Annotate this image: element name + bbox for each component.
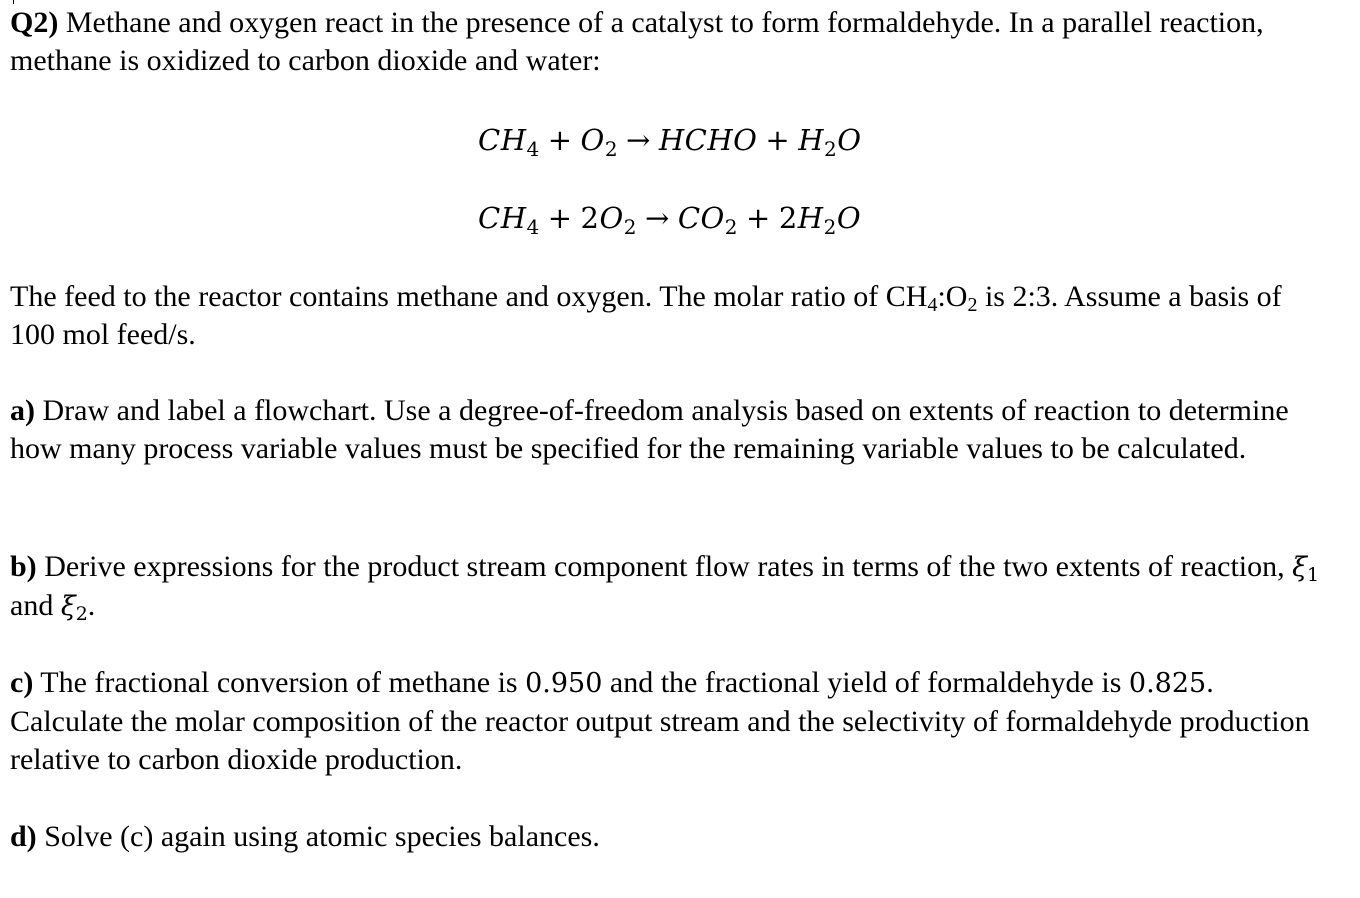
part-d-text: Solve (c) again using atomic species balances. (44, 820, 600, 853)
eq1-arrow: → (626, 123, 651, 157)
question-intro-text: Methane and oxygen react in the presence of a catalyst to form formaldehyde. In a parallel reaction, methane is oxidized to carbon dioxide and water: (10, 6, 1264, 77)
part-b-end: . (87, 589, 96, 622)
part-d-label: d) (10, 820, 37, 853)
eq1-product1: HCHO (658, 123, 758, 157)
eq2-reactant2-sub: 2 (623, 215, 637, 239)
eq2-product1: CO (677, 201, 725, 235)
eq1-product2: H (798, 123, 825, 157)
reaction-equation-2 (478, 198, 861, 238)
eq2-product2: H (797, 201, 824, 235)
part-c-text-1: The fractional conversion of methane is (40, 666, 518, 699)
reaction-equation-1 (478, 120, 862, 160)
part-b (10, 548, 1332, 626)
part-d (10, 818, 1332, 856)
feed-text-before: The feed to the reactor contains methane and oxygen. The molar ratio of CH (10, 280, 928, 313)
eq2-arrow: → (645, 201, 670, 235)
eq2-product2-tail: O (836, 201, 862, 235)
eq2-plus1: + (547, 201, 573, 235)
eq2-reactant1: CH (478, 201, 527, 235)
eq2-product2-coef: 2 (778, 201, 798, 235)
xi2-sub: 2 (75, 603, 88, 625)
feed-text-after: is 2:3. Assume a basis of 100 mol feed/s. (10, 280, 1282, 351)
methane-conversion-value: 0.950 (525, 668, 603, 699)
part-b-text: Derive expressions for the product stream component flow rates in terms of the two extents of reaction, (44, 550, 1285, 583)
formaldehyde-yield-value: 0.825 (1128, 668, 1207, 699)
question-label: Q2) (10, 6, 59, 39)
feed-sub-o2: 2 (967, 294, 978, 316)
part-b-and: and (10, 589, 54, 622)
xi2-symbol (60, 591, 88, 625)
eq1-plus1: + (547, 123, 573, 157)
eq1-reactant2: O (580, 123, 605, 157)
eq1-product2-sub: 2 (824, 137, 838, 161)
part-a-label: a) (10, 394, 35, 427)
feed-colon-o: :O (937, 280, 968, 313)
part-b-label: b) (10, 550, 37, 583)
eq2-reactant2-coef: 2 (580, 201, 600, 235)
part-a (10, 392, 1332, 468)
feed-description (10, 278, 1332, 354)
eq1-reactant2-sub: 2 (604, 137, 619, 161)
eq2-reactant2: O (599, 201, 624, 235)
eq1-product2-tail: O (837, 123, 862, 157)
eq1-reactant1: CH (478, 123, 527, 157)
part-c (10, 664, 1332, 779)
xi1-char: ξ (1292, 552, 1308, 583)
question-intro (10, 4, 1332, 80)
part-a-text: Draw and label a flowchart. Use a degree-of-freedom analysis based on extents of reaction to determine how many process variable values must be specified for the remaining variable values to be calculated. (10, 394, 1289, 465)
xi1-symbol (1292, 552, 1320, 586)
xi2-char: ξ (60, 591, 76, 622)
part-c-label: c) (10, 666, 34, 699)
part-c-text-2: and the fractional yield of formaldehyde is (609, 666, 1122, 699)
eq2-product2-sub: 2 (823, 215, 837, 239)
eq1-reactant1-sub: 4 (526, 137, 540, 161)
eq2-reactant1-sub: 4 (526, 215, 540, 239)
xi1-sub: 1 (1307, 564, 1320, 586)
feed-sub-ch4: 4 (927, 294, 938, 316)
eq2-plus2: + (746, 201, 771, 235)
eq2-product1-sub: 2 (724, 215, 739, 239)
part-c-text-3: . Calculate the molar composition of the reactor output stream and the selectivity of formaldehyde production relative to carbon dioxide production. (10, 666, 1310, 776)
eq1-plus2: + (765, 123, 791, 157)
